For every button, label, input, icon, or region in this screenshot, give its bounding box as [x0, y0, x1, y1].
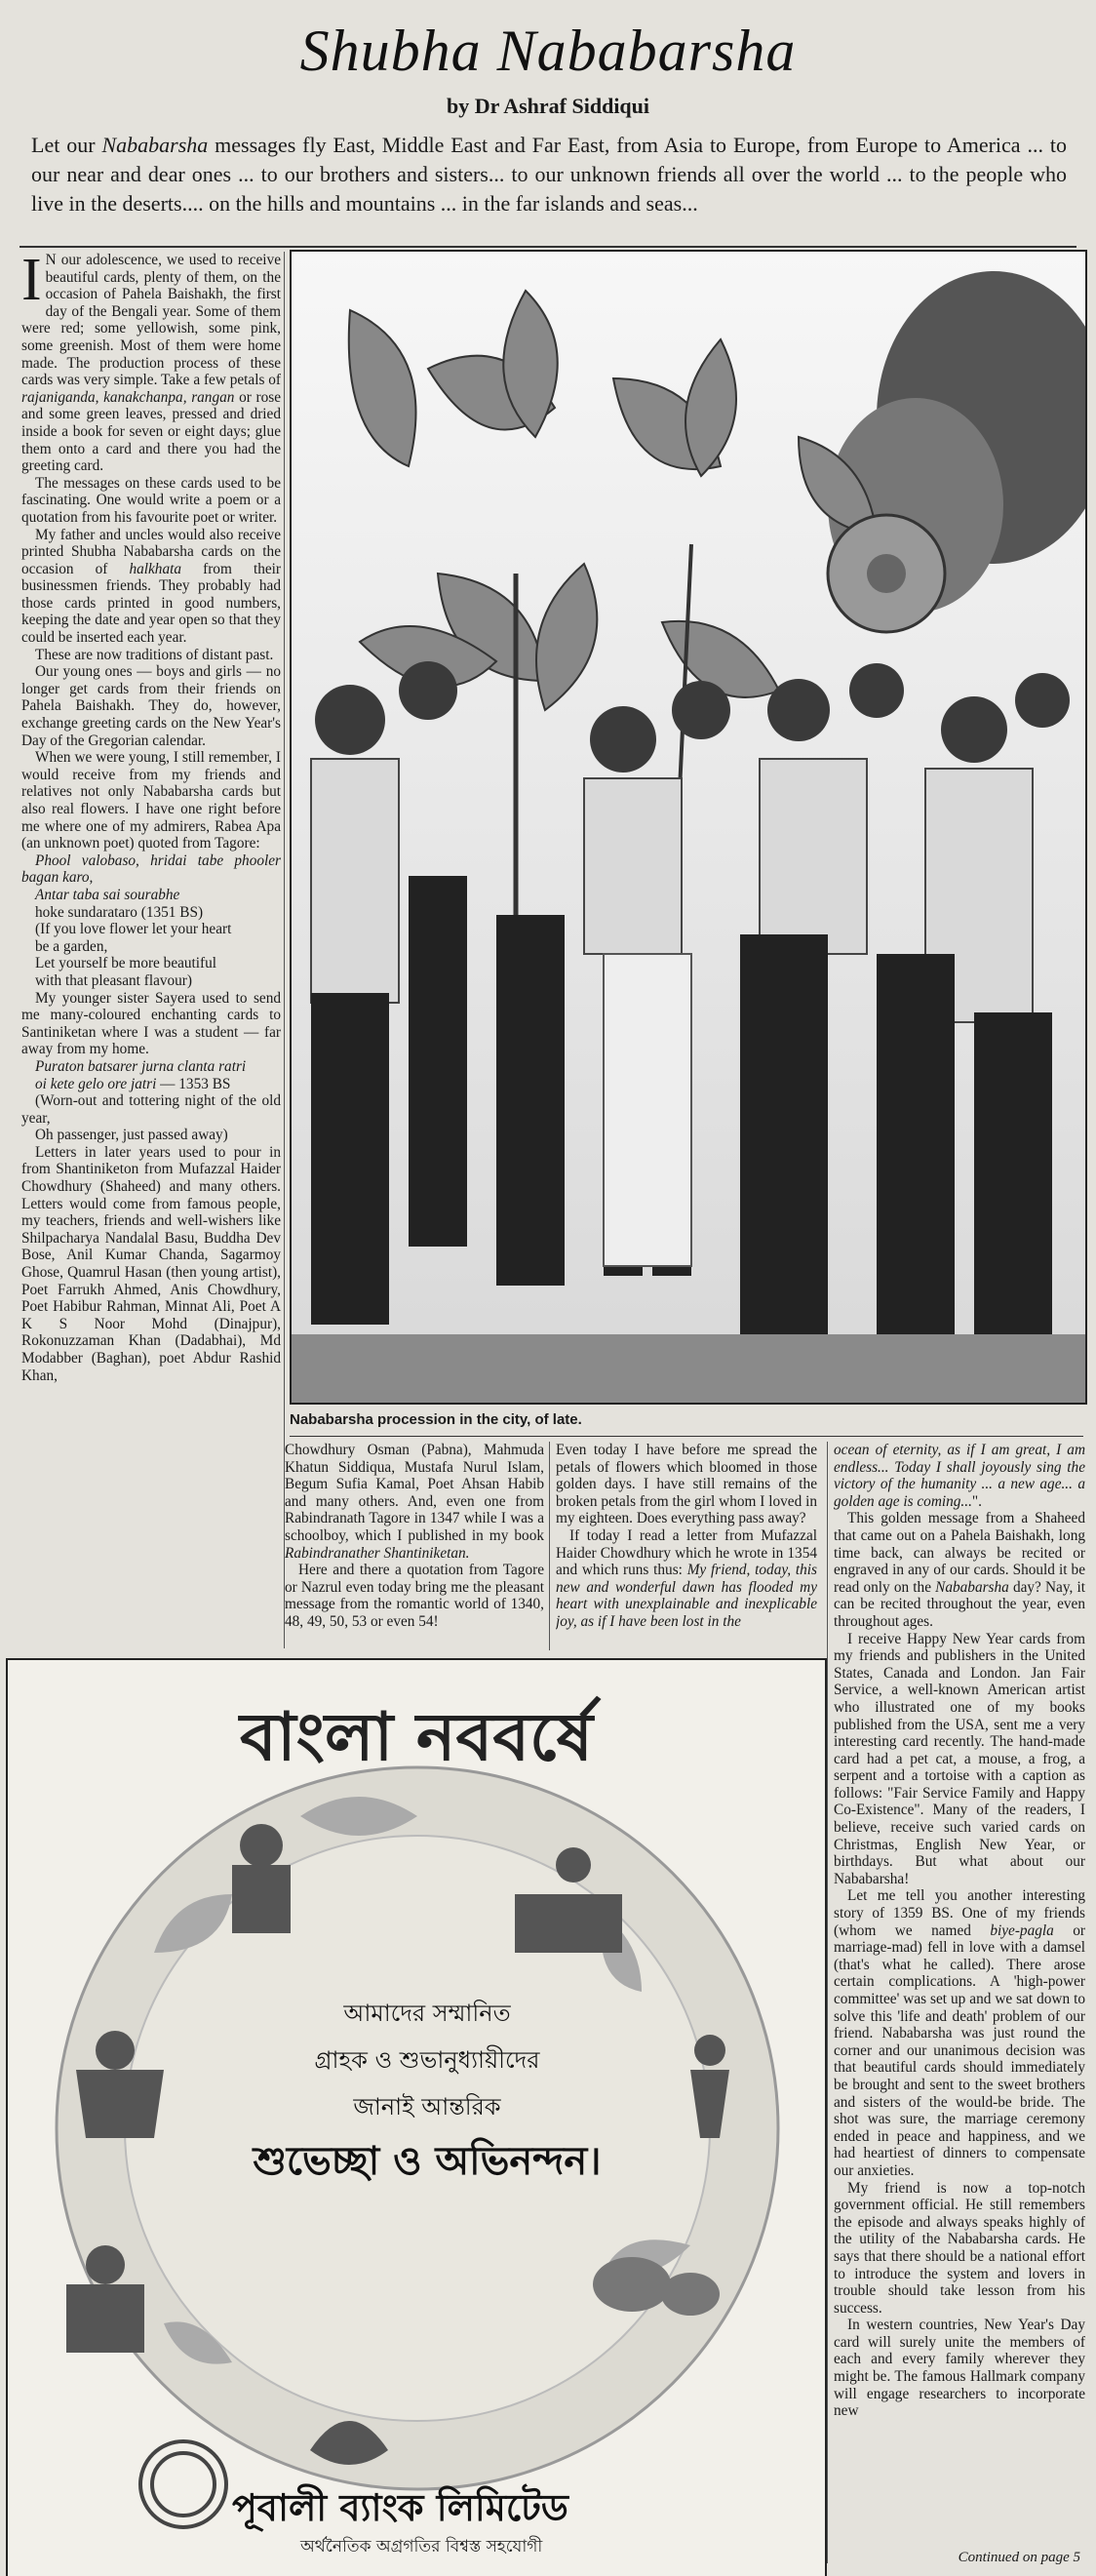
article-column-1 [21, 252, 281, 1740]
paragraph-text: My father and uncles would also receive printed Shubha Nababarsha cards on the occasion of [21, 526, 281, 577]
poem-line: be a garden, [35, 937, 108, 955]
intro-text-start: Let our [31, 133, 102, 157]
paragraph [285, 1442, 544, 1562]
poem-date: — 1353 BS [156, 1075, 231, 1092]
paragraph: When we were young, I still remember, I would receive from my friends and relatives not only Nababarsha cards but also real flowers. I have one right before me where one of my admirers, Rabea Apa (an unknown poet) quoted from Tagore: [21, 749, 281, 852]
poem-line: (If you love flower let your heart [35, 921, 232, 938]
paragraph-text: from their businessmen friends. They probably had those cards printed in good numbers, keeping the date and year open so that they could be inserted each year. [21, 560, 281, 647]
intro-text-end: messages fly East, Middle East and Far East, from Asia to Europe, from Europe to America ... to our near and dear ones ... to our brothers and sisters... to our unknown friends all over the world ... to the people who live in the deserts.... on the hills and mountains ... in the far islands and seas... [31, 133, 1067, 216]
paragraph: I receive Happy New Year cards from my friends and publishers in the United States, Canada and London. Jan Fair Service, a well-known American artist who illustrated one of my books published from the USA, sent me a very interesting card recently. The hand-made card had a pet cat, a mouse, a frog, a serpent and a tortoise with a caption as follows: "Fair Service Family and Happy Co-Existence". Many of the readers, I believe, receive such varied cards on Christmas, English New Year, or birthdays. But what about our Nababarsha! [834, 1630, 1085, 1887]
article-title: Shubha Nababarsha [299, 19, 797, 83]
article-intro [31, 131, 1067, 218]
paragraph: My younger sister Sayera used to send me many-coloured enchanting cards to Santiniketan where I was a student — far away from my home. [21, 989, 281, 1058]
bank-advertisement [6, 1658, 827, 2576]
ad-greeting: শুভেচ্ছা ও অভিনন্দন। [253, 2139, 602, 2184]
paragraph [834, 1887, 1085, 2179]
paragraph-text: This golden message from a Shaheed that came out on a Pahela Baishakh, long time back, can always be recited or engraved in any of our cards. Should it be read only on the [834, 1510, 1085, 1596]
paragraph-text: or rose and some green leaves, pressed and dried inside a book for seven or eight days; glue them onto a card and there you had the greeting card. [21, 388, 281, 475]
paragraph-text: Let me tell you another interesting story of 1359 BS. One of my friends (whom we named [834, 1887, 1085, 1939]
paragraph: Letters in later years used to pour in from Shantiniketon from Mufazzal Haider Chowdhury (Shaheed) and many others. Letters would come from famous people, my teachers, friends and well-wishers like Shilpacharya Nandalal Basu, Buddha Dev Bose, Anil Kumar Chanda, Sagarmoy Ghose, Quamrul Hasan (then young artist), Poet Farrukh Ahmed, Anis Chowdhury, Poet Habibur Rahman, Minnat Ali, Poet A K S Noor Mohd (Dinajpur), Rokonuzzaman Khan (Dadabhai), Md Modabber (Baghan), poet Abdur Rashid Khan, [21, 1143, 281, 1384]
paragraph [21, 527, 281, 647]
flower-names: rajaniganda, kanakchanpa, rangan [21, 388, 235, 406]
paragraph-text: day? Nay, it can be recited throughout the year, even throughout ages. [834, 1578, 1085, 1630]
ad-message-line: গ্রাহক ও শুভানুধ্যায়ীদের [314, 2046, 540, 2074]
poem-line: Antar taba sai sourabhe [35, 886, 180, 903]
procession-illustration [292, 252, 1085, 1403]
poem-line: with that pleasant flavour) [35, 971, 192, 989]
paragraph-emphasis: halkhata [129, 560, 182, 577]
paragraph [834, 1442, 1085, 1510]
ad-message-line: আমাদের সম্মানিত [343, 2000, 511, 2027]
article-column-2 [285, 1442, 544, 1650]
book-title: Rabindranather Shantiniketan. [285, 1544, 470, 1562]
article-byline: by Dr Ashraf Siddiqui [446, 94, 650, 118]
header-rule [20, 246, 1076, 248]
photo-caption: Nababarsha procession in the city, of late. [290, 1411, 582, 1428]
paragraph-emphasis: Nababarsha [935, 1578, 1009, 1596]
poem-line: hoke sundarataro (1351 BS) [35, 903, 204, 921]
paragraph: The messages on these cards used to be fascinating. One would write a poem or a quotation from his favourite poet or writer. [21, 474, 281, 526]
letter-quote: My friend, today, this new and wonderful dawn has flooded my heart with unexplainable and inexplicable joy, as if I have been lost in the [556, 1562, 817, 1630]
column-divider [827, 1442, 828, 2563]
poem-line: Oh passenger, just passed away) [35, 1127, 228, 1144]
paragraph-text: If today I read a letter from Mufazzal Haider Chowdhury which he wrote in 1354 and which runs thus: [556, 1526, 817, 1579]
continued-note: Continued on page 5 [958, 2550, 1080, 2565]
paragraph-text: N our adolescence, we used to receive beautiful cards, plenty of them, on the occasion of Pahela Baishakh, the first day of the Bengali year. Some of them were red; some yellowish, some pink, some greenish. Most of them were home made. The production process of these cards was very simple. Take a few petals of [21, 252, 281, 389]
letter-quote: ocean of eternity, as if I am great, I am endless... Today I shall joyously sing the victory of the humanity ... a new age... a golden age is coming... [834, 1442, 1085, 1510]
poem-line: Let yourself be more beautiful [35, 955, 217, 972]
paragraph [556, 1527, 817, 1631]
intro-text-emphasis: Nababarsha [101, 133, 209, 157]
ad-message-line: জানাই আন্তরিক [353, 2093, 501, 2120]
column-divider [284, 252, 285, 1648]
poem-line: Phool valobaso, hridai tabe phooler bagan karo, [21, 852, 281, 887]
poem-line [21, 1076, 281, 1093]
poem-line: (Worn-out and tottering night of the old year, [21, 1092, 281, 1127]
paragraph: Our young ones — boys and girls — no longer get cards from their friends on Pahela Baishakh. They do, however, exchange greeting cards on the New Year's Day of the Gregorian calendar. [21, 663, 281, 749]
paragraph-emphasis: biye-pagla [990, 1922, 1054, 1939]
poem-text: oi kete gelo ore jatri [35, 1075, 157, 1092]
bank-tagline: অর্থনৈতিক অগ্রগতির বিশ্বস্ত সহযোগী [300, 2537, 543, 2556]
caption-rule [290, 1436, 1083, 1437]
paragraph: My friend is now a top-notch government official. He still remembers the episode and always speaks highly of the utility of the Nababarsha cards. He says that there should be a national effort to introduce the system and lovers in trouble should take lesson from his success. [834, 2179, 1085, 2317]
column-divider [549, 1442, 550, 1650]
bank-name: পূবালী ব্যাংক লিমিটেড [232, 2486, 568, 2529]
ad-headline: বাংলা নববর্ষে [240, 1699, 593, 1776]
article-column-3 [556, 1442, 817, 1650]
ad-message [183, 1990, 671, 2193]
drop-cap: I [21, 252, 42, 313]
paragraph-text: or marriage-mad) fell in love with a damsel (that's what he called). There arose certain complications. A 'high-power committee' was set up and we sat down to solve this 'life and death' problem of our friend. Nababarsha was just round the corner and our unanimous decision was that beautiful cards should immediately be brought and sent to the sweet brothers and sisters of the would-be bride. The shot was sure, the marriage ceremony ended in peace and happiness, and we had heartiest of dinners to compensate our anxieties. [834, 1922, 1085, 2179]
procession-photo [290, 250, 1087, 1405]
paragraph: Here and there a quotation from Tagore or Nazrul even today bring me the pleasant message from the romantic world of 1340, 48, 49, 50, 53 or even 54! [285, 1562, 544, 1630]
paragraph: In western countries, New Year's Day card will surely unite the members of each and every family wherever they might be. The famous Hallmark company will engage researchers to incorporate new [834, 2317, 1085, 2420]
paragraph: These are now traditions of distant past. [35, 646, 274, 663]
article-column-4 [834, 1442, 1085, 2548]
paragraph: Even today I have before me spread the petals of flowers which bloomed in those golden days. I have still remains of the broken petals from the girl whom I loved in my eighteen. Does everything pass away? [556, 1442, 817, 1527]
paragraph [834, 1510, 1085, 1630]
poem-line: Puraton batsarer jurna clanta ratri [35, 1057, 247, 1075]
paragraph-text: ". [971, 1492, 982, 1510]
paragraph-text: Chowdhury Osman (Pabna), Mahmuda Khatun Siddiqua, Mustafa Nurul Islam, Begum Sufia Kamal, Poet Ahsan Habib and many others. And, even one from Rabindranath Tagore in 1347 while I was a schoolboy, which I published in my book [285, 1442, 544, 1544]
